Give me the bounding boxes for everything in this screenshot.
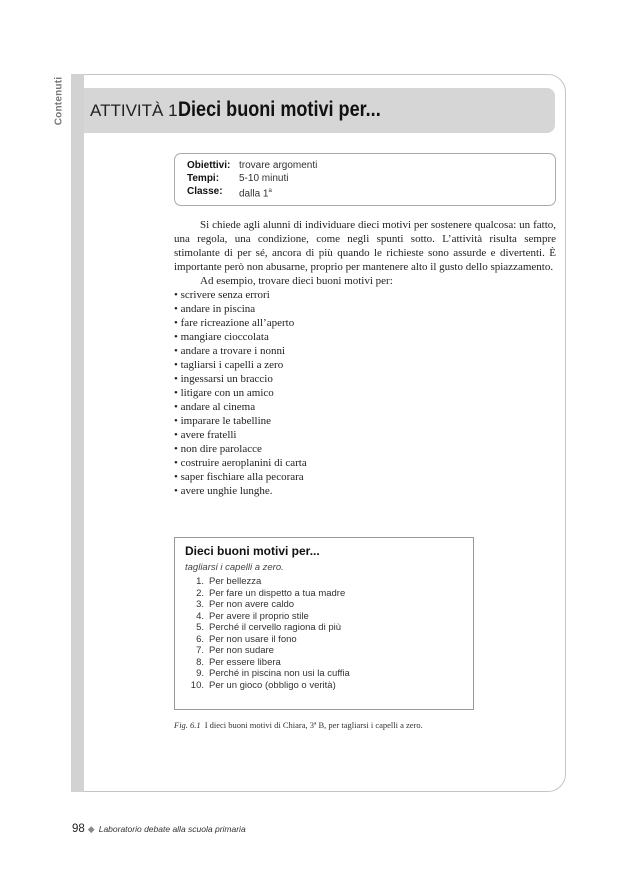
example-item (185, 668, 463, 680)
objective-row (187, 185, 543, 200)
item-number: 8. (196, 656, 204, 668)
list-item: • fare ricreazione all’aperto (174, 316, 556, 330)
item-number: 10. (190, 679, 204, 691)
caption-label: Fig. 6.1 (174, 720, 201, 730)
side-label (52, 73, 66, 129)
item-number: 1. (196, 576, 204, 587)
example-list (185, 576, 463, 691)
objective-row (187, 159, 543, 172)
item-number: 3. (196, 599, 204, 610)
list-item: • imparare le tabelline (174, 414, 556, 428)
body-text (174, 218, 556, 498)
activity-number: ATTIVITÀ 1 (90, 101, 178, 120)
item-text: Per essere libera (209, 656, 281, 668)
objective-value: trovare argomenti (239, 160, 318, 171)
item-number: 9. (196, 668, 204, 679)
intro-paragraph: Si chiede agli alunni di individuare dieci motivi per sostenere qualcosa: un fatto, una regola, una condizione, come negli spunti sotto. L’attività risulta sempre stimolante di per sé, ancora di più quando le richieste sono assurde e divertenti. È importante però non abusarne, proprio per mantenere alto il gusto dello spiazzamento. (174, 219, 556, 273)
item-text: Per un gioco (obbligo o verità) (209, 679, 336, 691)
example-item (185, 611, 463, 623)
objective-label: Obiettivi: (187, 160, 231, 171)
objectives-box (174, 153, 556, 206)
example-item (185, 645, 463, 657)
page-number: 98 (72, 823, 85, 835)
caption-text: I dieci buoni motivi di Chiara, 3ª B, per tagliarsi i capelli a zero. (204, 720, 423, 730)
item-text: Per bellezza (209, 576, 262, 587)
figure-caption (174, 720, 423, 730)
item-text: Per fare un dispetto a tua madre (209, 587, 346, 599)
list-item: • saper fischiare alla pecorara (174, 470, 556, 484)
example-item (185, 657, 463, 669)
list-item: • litigare con un amico (174, 386, 556, 400)
example-item (185, 599, 463, 611)
list-item: • andare in piscina (174, 302, 556, 316)
objective-value: 5-10 minuti (239, 173, 289, 184)
example-title: Dieci buoni motivi per... (185, 544, 320, 558)
item-number: 2. (196, 587, 204, 599)
list-item: • mangiare cioccolata (174, 330, 556, 344)
list-item: • scrivere senza errori (174, 288, 556, 302)
list-item: • costruire aeroplanini di carta (174, 456, 556, 470)
page-title: Dieci buoni motivi per... (178, 98, 381, 121)
list-item: • non dire parolacce (174, 442, 556, 456)
list-item: • tagliarsi i capelli a zero (174, 358, 556, 372)
side-label-text: Contenuti (53, 76, 65, 126)
example-item (185, 634, 463, 646)
objective-value: dalla 1 (239, 188, 269, 200)
list-item: • andare a trovare i nonni (174, 344, 556, 358)
page-footer (72, 823, 246, 835)
item-text: Per non usare il fono (209, 633, 297, 645)
example-item (185, 588, 463, 600)
example-intro: Ad esempio, trovare dieci buoni motivi per: (200, 275, 393, 287)
side-bar (71, 74, 84, 792)
objective-label: Tempi: (187, 173, 220, 184)
list-item: • avere fratelli (174, 428, 556, 442)
class-superscript: a (268, 188, 272, 194)
objective-value-wrap (239, 185, 272, 200)
diamond-icon: ◆ (87, 823, 95, 834)
list-item: • andare al cinema (174, 400, 556, 414)
item-text: Perché in piscina non usi la cuffia (209, 668, 350, 679)
example-item (185, 576, 463, 588)
item-number: 4. (196, 610, 204, 622)
list-item: • ingessarsi un braccio (174, 372, 556, 386)
item-text: Per non sudare (209, 645, 274, 656)
objective-label: Classe: (187, 186, 223, 197)
item-text: Per avere il proprio stile (209, 610, 309, 622)
objective-row (187, 172, 543, 185)
example-subtitle: tagliarsi i capelli a zero. (185, 562, 284, 573)
example-item (185, 680, 463, 692)
motivi-list (174, 288, 556, 498)
item-text: Perché il cervello ragiona di più (209, 622, 342, 633)
list-item: • avere unghie lunghe. (174, 484, 556, 498)
item-number: 7. (196, 645, 204, 656)
book-title: Laboratorio debate alla scuola primaria (98, 824, 246, 834)
example-item (185, 622, 463, 634)
item-text: Per non avere caldo (209, 599, 295, 610)
example-box (174, 537, 474, 710)
item-number: 6. (196, 633, 204, 645)
item-number: 5. (196, 622, 204, 633)
